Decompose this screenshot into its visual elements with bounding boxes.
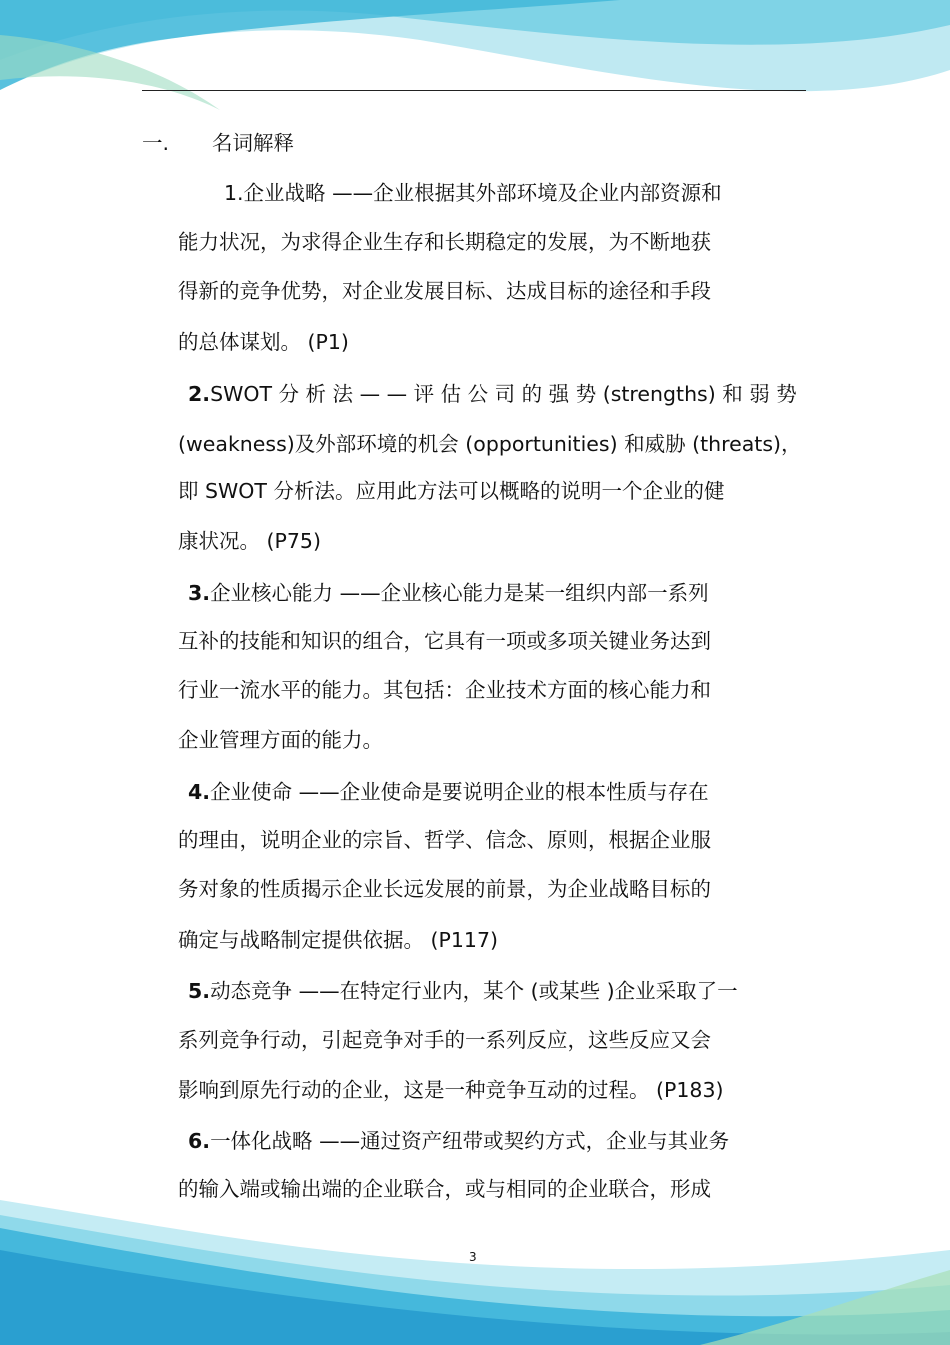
term-1-line-4: 的总体谋划。 (P1) xyxy=(178,330,349,354)
term-1-line-1: 1.企业战略 ——企业根据其外部环境及企业内部资源和 xyxy=(224,181,722,205)
term-5-number: 5. xyxy=(188,979,211,1003)
term-2-line-3: 即 SWOT 分析法。应用此方法可以概略的说明一个企业的健 xyxy=(178,479,725,503)
term-4-line-4: 确定与战略制定提供依据。 (P117) xyxy=(178,928,499,952)
term-4-line-1: 4.企业使命 ——企业使命是要说明企业的根本性质与存在 xyxy=(188,780,709,804)
term-6-number: 6. xyxy=(188,1129,211,1153)
term-3-line-4: 企业管理方面的能力。 xyxy=(178,728,383,752)
term-5-line-2: 系列竞争行动，引起竞争对手的一系列反应，这些反应又会 xyxy=(178,1028,711,1052)
term-2-number: 2. xyxy=(188,382,211,406)
section-number: 一. xyxy=(142,131,170,155)
term-3-line-3: 行业一流水平的能力。其包括：企业技术方面的核心能力和 xyxy=(178,678,711,702)
term-4-line-3: 务对象的性质揭示企业长远发展的前景，为企业战略目标的 xyxy=(178,877,711,901)
term-3-number: 3. xyxy=(188,581,211,605)
term-4-line-2: 的理由，说明企业的宗旨、哲学、信念、原则，根据企业服 xyxy=(178,828,711,852)
section-title: 名词解释 xyxy=(212,131,294,155)
term-5-line-1: 5.动态竞争 ——在特定行业内，某个 (或某些 )企业采取了一 xyxy=(188,979,738,1003)
term-6-line-2: 的输入端或输出端的企业联合，或与相同的企业联合，形成 xyxy=(178,1177,711,1201)
term-5-line-3: 影响到原先行动的企业，这是一种竞争互动的过程。 (P183) xyxy=(178,1078,724,1102)
term-1-line-3: 得新的竞争优势，对企业发展目标、达成目标的途径和手段 xyxy=(178,279,711,303)
term-3-line-1: 3.企业核心能力 ——企业核心能力是某一组织内部一系列 xyxy=(188,581,709,605)
term-2-line-4: 康状况。 (P75) xyxy=(178,529,321,553)
term-2-line-1: 2.SWOT 分 析 法 — — 评 估 公 司 的 强 势 (strengths) 和 弱 势 xyxy=(188,382,797,406)
term-6-line-1: 6.一体化战略 ——通过资产纽带或契约方式，企业与其业务 xyxy=(188,1129,730,1153)
term-4-number: 4. xyxy=(188,780,211,804)
term-3-line-2: 互补的技能和知识的组合，它具有一项或多项关键业务达到 xyxy=(178,629,711,653)
term-2-line-2: (weakness)及外部环境的机会 (opportunities) 和威胁 (threats)， xyxy=(178,432,802,456)
term-1-line-2: 能力状况，为求得企业生存和长期稳定的发展，为不断地获 xyxy=(178,230,711,254)
page-number: 3 xyxy=(469,1250,477,1264)
